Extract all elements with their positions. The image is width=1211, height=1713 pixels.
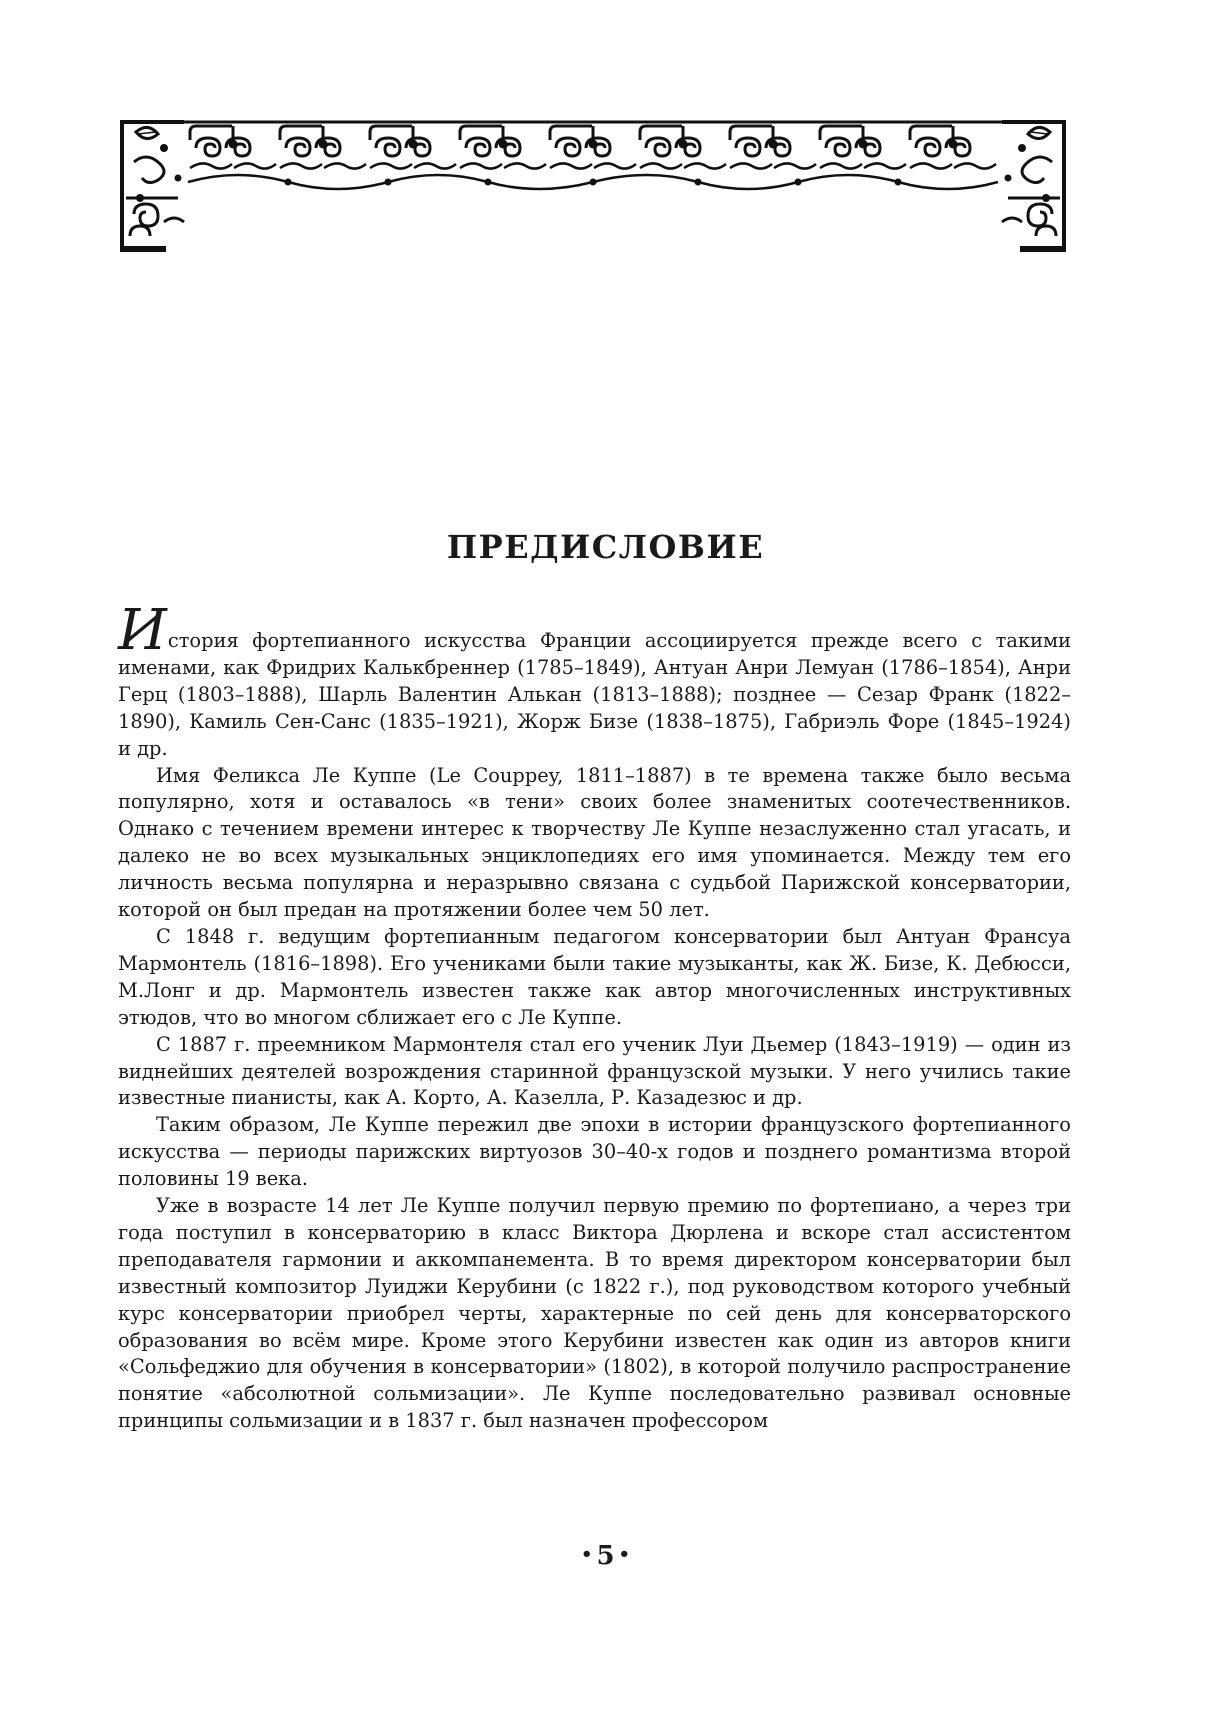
paragraph [118, 598, 1071, 763]
page-number-value: 5 [596, 1541, 615, 1571]
paragraph: Уже в возрасте 14 лет Ле Куппе получил первую премию по фортепиано, а через три года поступил в консерваторию в класс Виктора Дюрлена и вскоре стал ассистентом преподавателя гармонии и аккомпанемента. В то время директором консерватории был известный композитор Луиджи Керубини (с 1822 г.), под руководством которого учебный курс консерватории приобрел черты, характерные по сей день для консерваторского образования во всём мире. Кроме этого Керубини известен как один из авторов книги «Сольфеджио для обучения в консерватории» (1802), в которой получило распространение понятие «абсолютной сольмизации». Ле Куппе последовательно развивал основные принципы сольмизации и в 1837 г. был назначен профессором [118, 1194, 1071, 1433]
paragraph-text: стория фортепианного искусства Франции ассоциируется прежде всего с такими именами, как Фридрих Калькбреннер (1785–1849), Антуан Анри Лемуан (1786–1854), Анри Герц (1803–1888), Шарль Валентин Алькан (1813–1888); позднее — Сезар Франк (1822–1890), Камиль Сен-Санс (1835–1921), Жорж Бизе (1838–1875), Габриэль Форе (1845–1924) и др. [118, 629, 1071, 760]
paragraph: Имя Феликса Ле Куппе (Le Couppey, 1811–1887) в те времена также было весьма популярно, хотя и оставалось «в тени» своих более знаменитых соотечественников. Однако с течением времени интерес к творчеству Ле Куппе незаслуженно стал угасать, и далеко не во всех музыкальных энциклопедиях его имя упоминается. Между тем его личность весьма популярна и неразрывно связана с судьбой Парижской консерватории, которой он был предан на протяжении более чем 50 лет. [118, 763, 1071, 922]
bullet-icon: • [618, 1544, 631, 1565]
paragraph: Таким образом, Ле Куппе пережил две эпохи в истории французского фортепианного искусства — периоды парижских виртуозов 30–40-х годов и позднего романтизма второй половины 19 века. [118, 1113, 1071, 1191]
ornamental-header-border-icon [118, 118, 1068, 256]
paragraph: С 1848 г. ведущим фортепианным педагогом консерватории был Антуан Франсуа Мармонтель (1816–1898). Его учениками были такие музыканты, как Ж. Бизе, К. Дебюсси, М.Лонг и др. Мармонтель известен также как автор многочисленных инструктивных этюдов, что во многом сближает его с Ле Куппе. [118, 924, 1071, 1029]
paragraph: С 1887 г. преемником Мармонтеля стал его ученик Луи Дьемер (1843–1919) — один из виднейших деятелей возрождения старинной французской музыки. У него учились такие известные пианисты, как А. Корто, А. Казелла, Р. Казадезюс и др. [118, 1032, 1071, 1110]
bullet-icon: • [580, 1544, 593, 1565]
page-title: ПРЕДИСЛОВИЕ [446, 528, 765, 566]
page-number [0, 1541, 1211, 1571]
drop-cap-letter: И [118, 598, 167, 663]
preface-body [118, 598, 1071, 1435]
